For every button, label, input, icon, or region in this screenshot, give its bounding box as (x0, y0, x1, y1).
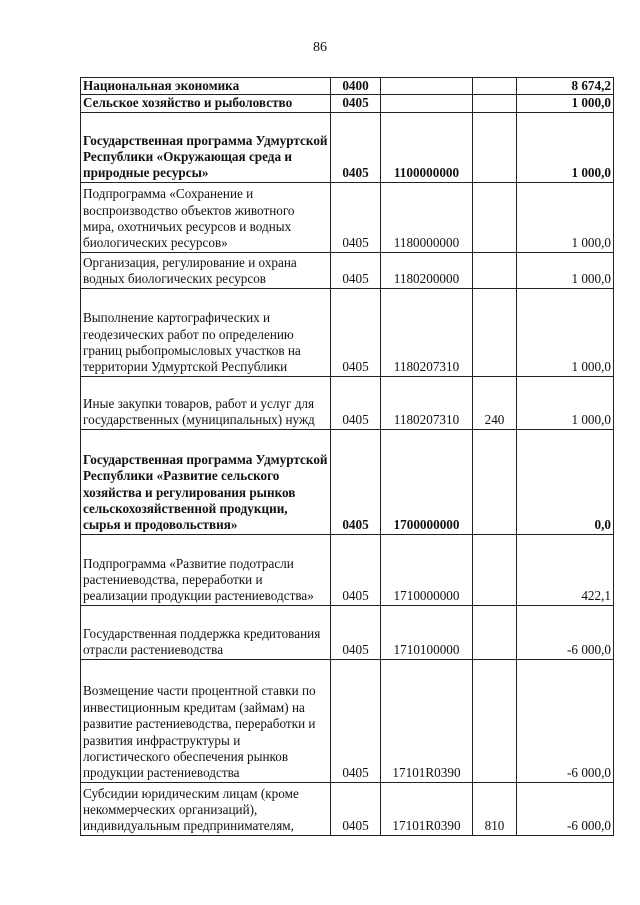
row-expense-type (473, 182, 517, 252)
row-section-code: 0405 (331, 659, 381, 782)
row-name: Организация, регулирование и охрана водных биологических ресурсов (81, 252, 331, 288)
page-number: 86 (313, 40, 327, 55)
row-expense-type (473, 95, 517, 112)
row-section-code: 0400 (331, 78, 381, 95)
row-amount: 0,0 (517, 429, 614, 534)
row-expense-type: 810 (473, 782, 517, 835)
row-section-code: 0405 (331, 429, 381, 534)
row-section-code: 0405 (331, 782, 381, 835)
row-name: Возмещение части процентной ставки по инвестиционным кредитам (займам) на развитие растениеводства, переработки и развития инфраструктуры и логистического обеспечения рынков продукции растениеводства (81, 659, 331, 782)
row-expense-type (473, 288, 517, 376)
row-expense-type (473, 78, 517, 95)
row-target-article: 1700000000 (381, 429, 473, 534)
row-target-article: 1180207310 (381, 288, 473, 376)
row-amount: 1 000,0 (517, 95, 614, 112)
row-name: Государственная программа Удмуртской Республики «Окружающая среда и природные ресурсы» (81, 112, 331, 182)
row-amount: 422,1 (517, 534, 614, 605)
row-section-code: 0405 (331, 252, 381, 288)
row-name: Национальная экономика (81, 78, 331, 95)
row-amount: -6 000,0 (517, 659, 614, 782)
table-row (81, 534, 614, 605)
table-row (81, 252, 614, 288)
row-section-code: 0405 (331, 534, 381, 605)
row-target-article: 1180207310 (381, 376, 473, 429)
row-target-article: 1710100000 (381, 605, 473, 659)
row-name: Государственная поддержка кредитования отрасли растениеводства (81, 605, 331, 659)
row-amount: 1 000,0 (517, 182, 614, 252)
row-section-code: 0405 (331, 605, 381, 659)
row-name: Подпрограмма «Развитие подотрасли растениеводства, переработки и реализации продукции растениеводства» (81, 534, 331, 605)
row-amount: 1 000,0 (517, 288, 614, 376)
row-target-article: 1180200000 (381, 252, 473, 288)
row-amount: 1 000,0 (517, 376, 614, 429)
row-name: Иные закупки товаров, работ и услуг для государственных (муниципальных) нужд (81, 376, 331, 429)
table-row (81, 376, 614, 429)
row-expense-type (473, 605, 517, 659)
row-amount: -6 000,0 (517, 605, 614, 659)
table-row (81, 78, 614, 95)
row-section-code: 0405 (331, 112, 381, 182)
row-target-article: 17101R0390 (381, 782, 473, 835)
row-name: Сельское хозяйство и рыболовство (81, 95, 331, 112)
row-name: Государственная программа Удмуртской Республики «Развитие сельского хозяйства и регулирования рынков сельскохозяйственной продукции, сырья и продовольствия» (81, 429, 331, 534)
row-target-article: 1710000000 (381, 534, 473, 605)
row-target-article: 17101R0390 (381, 659, 473, 782)
row-expense-type (473, 112, 517, 182)
row-name: Субсидии юридическим лицам (кроме некоммерческих организаций), индивидуальным предпринимателям, (81, 782, 331, 835)
row-section-code: 0405 (331, 376, 381, 429)
row-amount: 1 000,0 (517, 112, 614, 182)
table-row (81, 95, 614, 112)
row-expense-type: 240 (473, 376, 517, 429)
table-row (81, 659, 614, 782)
row-amount: 1 000,0 (517, 252, 614, 288)
row-amount: 8 674,2 (517, 78, 614, 95)
budget-table-body (81, 78, 614, 836)
row-expense-type (473, 429, 517, 534)
row-target-article (381, 95, 473, 112)
row-target-article: 1100000000 (381, 112, 473, 182)
budget-table (80, 77, 614, 836)
row-target-article: 1180000000 (381, 182, 473, 252)
row-expense-type (473, 534, 517, 605)
table-row (81, 782, 614, 835)
row-expense-type (473, 252, 517, 288)
row-amount: -6 000,0 (517, 782, 614, 835)
row-name: Выполнение картографических и геодезических работ по определению границ рыбопромысловых участков на территории Удмуртской Республики (81, 288, 331, 376)
table-row (81, 182, 614, 252)
row-target-article (381, 78, 473, 95)
table-row (81, 288, 614, 376)
table-row (81, 112, 614, 182)
row-name: Подпрограмма «Сохранение и воспроизводство объектов животного мира, охотничьих ресурсов и водных биологических ресурсов» (81, 182, 331, 252)
row-section-code: 0405 (331, 182, 381, 252)
row-section-code: 0405 (331, 288, 381, 376)
row-expense-type (473, 659, 517, 782)
row-section-code: 0405 (331, 95, 381, 112)
table-row (81, 605, 614, 659)
table-row (81, 429, 614, 534)
